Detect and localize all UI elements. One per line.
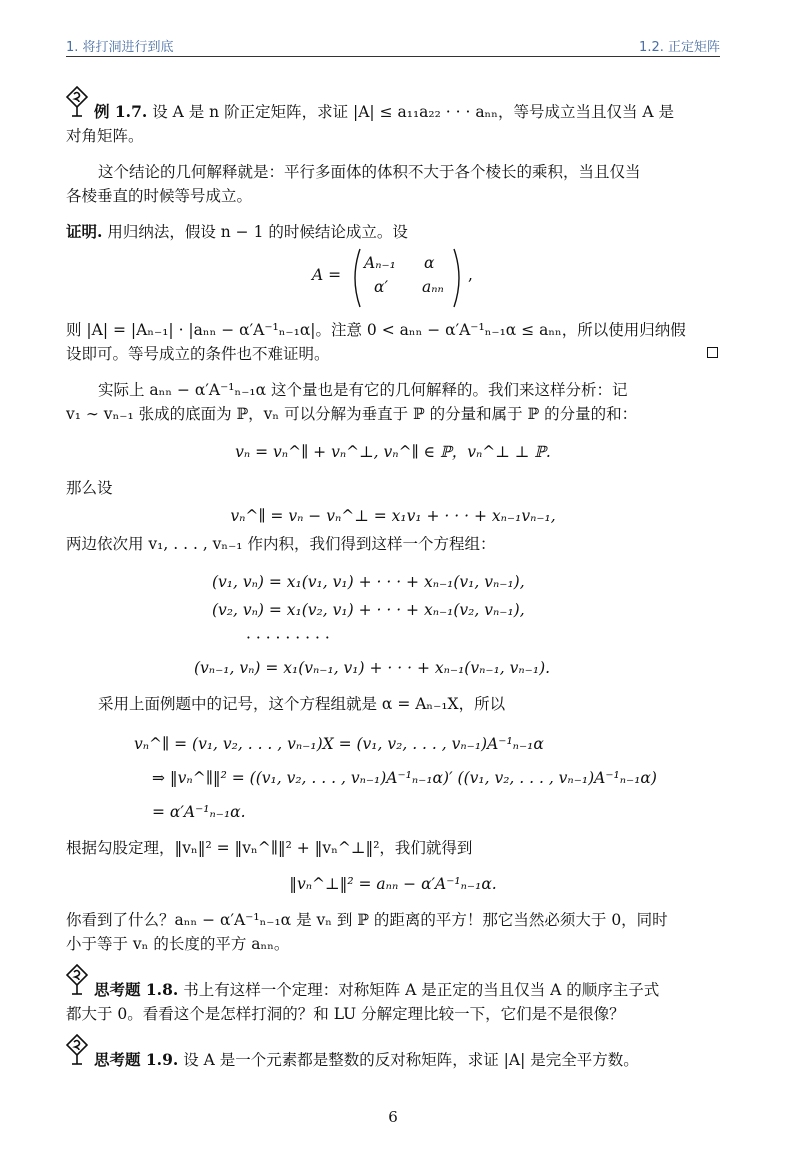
matrix-a21: α′ [374,278,388,296]
matrix-a11: Aₙ₋₁ [364,254,396,272]
derivation-line1: vₙ^∥ = (v₁, v₂, . . . , vₙ₋₁)X = (v₁, v₂, . . . , vₙ₋₁)A⁻¹ₙ₋₁α [134,735,544,753]
analysis-line5: 采用上面例题中的记号，这个方程组就是 α = Aₙ₋₁X，所以 [98,695,506,713]
example-1-7-line1 [94,100,720,124]
analysis-line2: v₁ ∼ vₙ₋₁ 张成的底面为 ℙ，vₙ 可以分解为垂直于 ℙ 的分量和属于 ℙ 的分量的和： [66,405,638,423]
exercise-1-9-line1 [94,1048,720,1072]
system-eq2: (v₂, vₙ) = x₁(v₂, v₁) + · · · + xₙ₋₁(v₂, vₙ₋₁), [212,601,525,619]
proof-intro [66,220,720,244]
dangerous-bend-icon [66,86,88,118]
proof-label: 证明. [66,222,103,241]
analysis-line7: 你看到了什么？aₙₙ − α′A⁻¹ₙ₋₁α 是 vₙ 到 ℙ 的距离的平方！那它当然必须大于 0，同时 [66,911,668,929]
exercise-1-8-text: 书上有这样一个定理：对称矩阵 A 是正定的当且仅当 A 的顺序主子式 [183,981,660,999]
system-eq1: (v₁, vₙ) = x₁(v₁, v₁) + · · · + xₙ₋₁(v₁, vₙ₋₁), [212,573,525,591]
proof-line4: 设即可。等号成立的条件也不难证明。 [66,345,330,363]
matrix-a12: α [424,254,435,272]
dangerous-bend-icon [66,964,88,996]
geometry-line1: 这个结论的几何解释就是：平行多面体的体积不大于各个棱长的乘积，当且仅当 [98,163,641,181]
qed-symbol [707,347,718,358]
analysis-line6: 根据勾股定理，‖vₙ‖² = ‖vₙ^∥‖² + ‖vₙ^⊥‖²，我们就得到 [66,839,473,857]
exercise-1-9-text: 设 A 是一个元素都是整数的反对称矩阵，求证 |A| 是完全平方数。 [183,1051,639,1069]
analysis-line3: 那么设 [66,479,113,497]
matrix-a22: aₙₙ [422,278,444,296]
proof-line3: 则 |A| = |Aₙ₋₁| · |aₙₙ − α′A⁻¹ₙ₋₁α|。注意 0 < aₙₙ − α′A⁻¹ₙ₋₁α ≤ aₙₙ，所以使用归纳假 [66,321,686,339]
analysis-eq2: vₙ^∥ = vₙ − vₙ^⊥ = x₁v₁ + · · · + xₙ₋₁vₙ₋₁, [230,507,556,525]
exercise-1-8-label: 思考题 1.8. [94,980,179,999]
header-chapter: 1. 将打洞进行到底 [66,40,174,55]
analysis-line8: 小于等于 vₙ 的长度的平方 aₙₙ。 [66,935,290,953]
exercise-1-8-line2: 都大于 0。看看这个是怎样打洞的？和 LU 分解定理比较一下，它们是不是很像？ [66,1005,625,1023]
analysis-line4: 两边依次用 v₁, . . . , vₙ₋₁ 作内积，我们得到这样一个方程组： [66,535,496,553]
derivation-line2: ⇒ ‖vₙ^∥‖² = ((v₁, v₂, . . . , vₙ₋₁)A⁻¹ₙ₋₁α)′ ((v₁, v₂, . . . , vₙ₋₁)A⁻¹ₙ₋₁α) [152,769,657,787]
example-1-7-line2: 对角矩阵。 [66,127,144,145]
matrix-trailing-comma: , [468,266,473,284]
analysis-line1: 实际上 aₙₙ − α′A⁻¹ₙ₋₁α 这个量也是有它的几何解释的。我们来这样分析：记 [98,381,628,399]
matrix-lhs: A = [312,266,342,284]
proof-text: 用归纳法，假设 n − 1 的时候结论成立。设 [107,223,408,241]
exercise-1-9-label: 思考题 1.9. [94,1050,179,1069]
page-number: 6 [388,1108,398,1126]
system-ellipsis: · · · · · · · · · [246,629,330,647]
exercise-1-8-line1 [94,978,720,1002]
block-matrix [312,248,482,308]
matrix-left-paren [348,248,362,308]
running-header [66,36,720,56]
derivation-line3: = α′A⁻¹ₙ₋₁α. [152,803,246,821]
dangerous-bend-icon [66,1034,88,1066]
matrix-right-paren [452,248,466,308]
header-rule [66,56,720,57]
example-1-7-text: 设 A 是 n 阶正定矩阵，求证 |A| ≤ a₁₁a₂₂ · · · aₙₙ，等号成立当且仅当 A 是 [152,103,675,121]
system-eq4: (vₙ₋₁, vₙ) = x₁(vₙ₋₁, v₁) + · · · + xₙ₋₁(vₙ₋₁, vₙ₋₁). [194,659,551,677]
header-section: 1.2. 正定矩阵 [639,40,720,55]
geometry-line2: 各棱垂直的时候等号成立。 [66,187,253,205]
analysis-eq3: ‖vₙ^⊥‖² = aₙₙ − α′A⁻¹ₙ₋₁α. [289,875,497,893]
analysis-eq1: vₙ = vₙ^∥ + vₙ^⊥, vₙ^∥ ∈ ℙ，vₙ^⊥ ⊥ ℙ. [235,443,551,461]
example-1-7-label: 例 1.7. [94,102,148,121]
